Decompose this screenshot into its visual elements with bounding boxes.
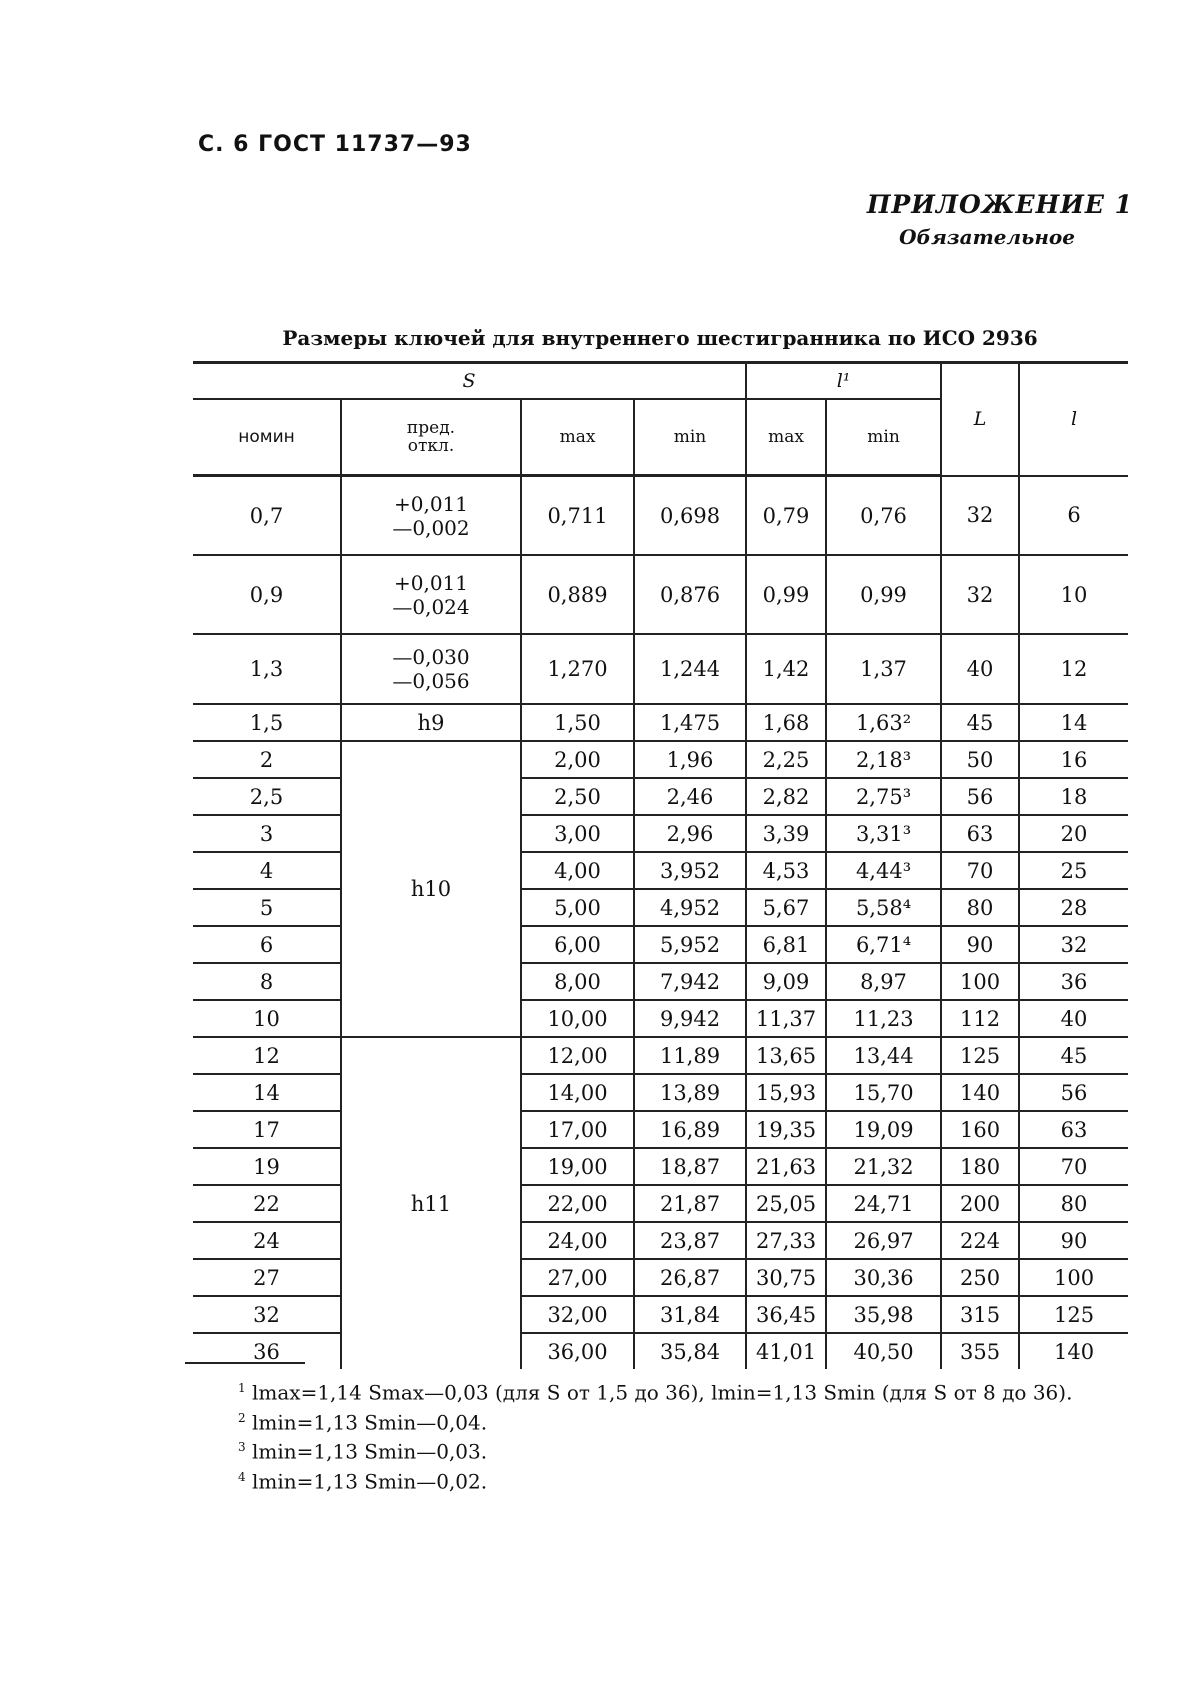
cell-deviation bbox=[341, 555, 521, 634]
cell-nominal: 4 bbox=[193, 852, 341, 889]
cell-L: 50 bbox=[941, 741, 1019, 778]
cell-l-min: 2,18³ bbox=[826, 741, 941, 778]
cell-s-max: 14,00 bbox=[521, 1074, 634, 1111]
cell-nominal: 0,7 bbox=[193, 476, 341, 556]
cell-L: 200 bbox=[941, 1185, 1019, 1222]
footnote-4 bbox=[190, 1465, 1125, 1495]
cell-s-max: 3,00 bbox=[521, 815, 634, 852]
cell-l: 32 bbox=[1019, 926, 1128, 963]
appendix-title: ПРИЛОЖЕНИЕ 1 bbox=[866, 190, 1133, 219]
footnotes bbox=[190, 1376, 1125, 1495]
cell-s-min: 16,89 bbox=[634, 1111, 746, 1148]
cell-L: 315 bbox=[941, 1296, 1019, 1333]
cell-tolerance-class: h11 bbox=[341, 1037, 521, 1369]
cell-s-min: 18,87 bbox=[634, 1148, 746, 1185]
cell-l-min: 35,98 bbox=[826, 1296, 941, 1333]
cell-s-min: 5,952 bbox=[634, 926, 746, 963]
deviation-value: +0,011 bbox=[393, 491, 468, 516]
deviation-value: —0,030 bbox=[392, 645, 470, 669]
table-row bbox=[193, 741, 1128, 778]
cell-l-min: 19,09 bbox=[826, 1111, 941, 1148]
cell-L: 56 bbox=[941, 778, 1019, 815]
cell-l: 6 bbox=[1019, 476, 1128, 556]
cell-l: 12 bbox=[1019, 634, 1128, 704]
deviation-value: —0,024 bbox=[392, 594, 470, 619]
cell-L: 80 bbox=[941, 889, 1019, 926]
table-row bbox=[193, 555, 1128, 634]
cell-s-min: 21,87 bbox=[634, 1185, 746, 1222]
header-s-min: min bbox=[634, 399, 746, 476]
cell-l: 80 bbox=[1019, 1185, 1128, 1222]
table-title: Размеры ключей для внутреннего шестигранника по ИСО 2936 bbox=[282, 326, 1038, 350]
table-row bbox=[193, 1148, 1128, 1185]
footnote-1-text: lmax=1,14 Smax—0,03 (для S от 1,5 до 36), lmin=1,13 Smin (для S от 8 до 36). bbox=[252, 1380, 1073, 1405]
cell-s-min: 2,96 bbox=[634, 815, 746, 852]
footnote-4-mark: 4 bbox=[238, 1469, 246, 1484]
table-row bbox=[193, 704, 1128, 741]
header-deviation bbox=[341, 399, 521, 476]
cell-s-min: 1,244 bbox=[634, 634, 746, 704]
table-row bbox=[193, 634, 1128, 704]
cell-l-min: 2,75³ bbox=[826, 778, 941, 815]
cell-nominal: 27 bbox=[193, 1259, 341, 1296]
cell-nominal: 1,3 bbox=[193, 634, 341, 704]
cell-s-min: 9,942 bbox=[634, 1000, 746, 1037]
cell-s-max: 2,50 bbox=[521, 778, 634, 815]
footnote-1-mark: 1 bbox=[238, 1381, 246, 1395]
header-deviation-line2: откл. bbox=[407, 436, 455, 456]
cell-s-max: 1,270 bbox=[521, 634, 634, 704]
cell-l-max: 11,37 bbox=[746, 1000, 826, 1037]
cell-s-min: 35,84 bbox=[634, 1333, 746, 1369]
cell-l-max: 1,68 bbox=[746, 704, 826, 741]
header-l-min: min bbox=[826, 399, 941, 476]
cell-l: 40 bbox=[1019, 1000, 1128, 1037]
cell-s-min: 4,952 bbox=[634, 889, 746, 926]
footnote-3-mark: 3 bbox=[238, 1440, 246, 1455]
cell-s-max: 22,00 bbox=[521, 1185, 634, 1222]
header-s-max: max bbox=[521, 399, 634, 476]
header-group-s: S bbox=[193, 363, 746, 400]
cell-l-max: 15,93 bbox=[746, 1074, 826, 1111]
cell-L: 125 bbox=[941, 1037, 1019, 1074]
cell-l: 140 bbox=[1019, 1333, 1128, 1369]
cell-l: 10 bbox=[1019, 555, 1128, 634]
cell-s-min: 31,84 bbox=[634, 1296, 746, 1333]
cell-l-min: 13,44 bbox=[826, 1037, 941, 1074]
table-row bbox=[193, 1259, 1128, 1296]
cell-s-max: 6,00 bbox=[521, 926, 634, 963]
cell-l: 56 bbox=[1019, 1074, 1128, 1111]
cell-l-max: 27,33 bbox=[746, 1222, 826, 1259]
cell-l: 14 bbox=[1019, 704, 1128, 741]
cell-l-max: 1,42 bbox=[746, 634, 826, 704]
table-row bbox=[193, 1111, 1128, 1148]
cell-l: 63 bbox=[1019, 1111, 1128, 1148]
cell-L: 90 bbox=[941, 926, 1019, 963]
cell-l-min: 26,97 bbox=[826, 1222, 941, 1259]
cell-l-min: 11,23 bbox=[826, 1000, 941, 1037]
table-row bbox=[193, 815, 1128, 852]
cell-nominal: 0,9 bbox=[193, 555, 341, 634]
cell-l-max: 0,99 bbox=[746, 555, 826, 634]
cell-l: 90 bbox=[1019, 1222, 1128, 1259]
table-row bbox=[193, 963, 1128, 1000]
footnote-2-mark: 2 bbox=[238, 1410, 246, 1425]
cell-l-max: 2,25 bbox=[746, 741, 826, 778]
table-row bbox=[193, 1074, 1128, 1111]
page-header: С. 6 ГОСТ 11737—93 bbox=[198, 132, 472, 157]
cell-L: 250 bbox=[941, 1259, 1019, 1296]
key-dimensions-table bbox=[193, 361, 1128, 1369]
cell-s-min: 1,96 bbox=[634, 741, 746, 778]
footnote-2-text: lmin=1,13 Smin—0,04. bbox=[252, 1410, 488, 1435]
cell-L: 70 bbox=[941, 852, 1019, 889]
cell-s-min: 11,89 bbox=[634, 1037, 746, 1074]
cell-l-min: 8,97 bbox=[826, 963, 941, 1000]
cell-l: 18 bbox=[1019, 778, 1128, 815]
cell-l: 36 bbox=[1019, 963, 1128, 1000]
cell-l-max: 13,65 bbox=[746, 1037, 826, 1074]
header-group-l: l¹ bbox=[746, 363, 941, 400]
cell-l-max: 3,39 bbox=[746, 815, 826, 852]
footnote-1 bbox=[190, 1376, 1125, 1406]
cell-nominal: 3 bbox=[193, 815, 341, 852]
cell-L: 160 bbox=[941, 1111, 1019, 1148]
footnote-separator bbox=[185, 1362, 305, 1364]
footnote-4-text: lmin=1,13 Smin—0,02. bbox=[252, 1469, 488, 1494]
cell-L: 40 bbox=[941, 634, 1019, 704]
cell-s-min: 23,87 bbox=[634, 1222, 746, 1259]
cell-s-max: 8,00 bbox=[521, 963, 634, 1000]
cell-deviation bbox=[341, 634, 521, 704]
cell-s-max: 2,00 bbox=[521, 741, 634, 778]
cell-l-min: 30,36 bbox=[826, 1259, 941, 1296]
cell-s-max: 10,00 bbox=[521, 1000, 634, 1037]
cell-s-max: 32,00 bbox=[521, 1296, 634, 1333]
cell-l-min: 1,63² bbox=[826, 704, 941, 741]
cell-nominal: 10 bbox=[193, 1000, 341, 1037]
table-row bbox=[193, 1185, 1128, 1222]
cell-s-max: 19,00 bbox=[521, 1148, 634, 1185]
table-row bbox=[193, 1037, 1128, 1074]
table-row bbox=[193, 926, 1128, 963]
cell-nominal: 19 bbox=[193, 1148, 341, 1185]
cell-nominal: 36 bbox=[253, 1339, 280, 1364]
table-row bbox=[193, 1333, 1128, 1369]
table-row bbox=[193, 778, 1128, 815]
cell-l-min: 24,71 bbox=[826, 1185, 941, 1222]
cell-tolerance-class: h10 bbox=[341, 741, 521, 1037]
cell-s-min: 26,87 bbox=[634, 1259, 746, 1296]
header-l-max: max bbox=[746, 399, 826, 476]
cell-L: 32 bbox=[941, 476, 1019, 556]
footnote-2 bbox=[190, 1406, 1125, 1436]
footnote-3 bbox=[190, 1435, 1125, 1465]
cell-l-max: 19,35 bbox=[746, 1111, 826, 1148]
cell-s-min: 0,698 bbox=[634, 476, 746, 556]
cell-l: 100 bbox=[1019, 1259, 1128, 1296]
cell-l: 45 bbox=[1019, 1037, 1128, 1074]
cell-l-min: 21,32 bbox=[826, 1148, 941, 1185]
cell-l-max: 9,09 bbox=[746, 963, 826, 1000]
cell-nominal: 14 bbox=[193, 1074, 341, 1111]
cell-l-min: 0,76 bbox=[826, 476, 941, 556]
table-row bbox=[193, 476, 1128, 556]
cell-nominal: 2 bbox=[193, 741, 341, 778]
cell-L: 100 bbox=[941, 963, 1019, 1000]
cell-l-max: 0,79 bbox=[746, 476, 826, 556]
cell-l: 20 bbox=[1019, 815, 1128, 852]
cell-l-min: 15,70 bbox=[826, 1074, 941, 1111]
cell-nominal: 24 bbox=[193, 1222, 341, 1259]
cell-s-max: 1,50 bbox=[521, 704, 634, 741]
cell-s-max: 36,00 bbox=[521, 1333, 634, 1369]
cell-L: 180 bbox=[941, 1148, 1019, 1185]
cell-L: 112 bbox=[941, 1000, 1019, 1037]
cell-L: 355 bbox=[941, 1333, 1019, 1369]
cell-l-max: 25,05 bbox=[746, 1185, 826, 1222]
cell-s-min: 13,89 bbox=[634, 1074, 746, 1111]
cell-nominal: 2,5 bbox=[193, 778, 341, 815]
cell-l: 25 bbox=[1019, 852, 1128, 889]
appendix-heading bbox=[867, 190, 1133, 249]
cell-l-max: 2,82 bbox=[746, 778, 826, 815]
cell-s-max: 12,00 bbox=[521, 1037, 634, 1074]
appendix-status: Обязательное bbox=[899, 225, 1075, 249]
header-deviation-line1: пред. bbox=[406, 418, 456, 438]
cell-l-min: 3,31³ bbox=[826, 815, 941, 852]
cell-l-max: 6,81 bbox=[746, 926, 826, 963]
header-l: l bbox=[1019, 363, 1128, 476]
deviation-value: +0,011 bbox=[393, 570, 468, 595]
cell-l: 125 bbox=[1019, 1296, 1128, 1333]
deviation-value: —0,002 bbox=[392, 515, 470, 540]
cell-L: 45 bbox=[941, 704, 1019, 741]
table-row bbox=[193, 1000, 1128, 1037]
cell-s-max: 27,00 bbox=[521, 1259, 634, 1296]
cell-s-max: 24,00 bbox=[521, 1222, 634, 1259]
cell-s-max: 5,00 bbox=[521, 889, 634, 926]
cell-L: 63 bbox=[941, 815, 1019, 852]
cell-s-min: 7,942 bbox=[634, 963, 746, 1000]
cell-l-min: 6,71⁴ bbox=[826, 926, 941, 963]
cell-l-min: 4,44³ bbox=[826, 852, 941, 889]
cell-nominal: 5 bbox=[193, 889, 341, 926]
cell-l-min: 0,99 bbox=[826, 555, 941, 634]
cell-l-max: 41,01 bbox=[746, 1333, 826, 1369]
cell-s-max: 0,889 bbox=[521, 555, 634, 634]
header-nominal: номин bbox=[193, 399, 341, 476]
cell-L: 140 bbox=[941, 1074, 1019, 1111]
cell-l: 70 bbox=[1019, 1148, 1128, 1185]
table-row bbox=[193, 889, 1128, 926]
cell-L: 224 bbox=[941, 1222, 1019, 1259]
table-body bbox=[193, 476, 1128, 1370]
cell-l-max: 5,67 bbox=[746, 889, 826, 926]
cell-tolerance-class: h9 bbox=[341, 704, 521, 741]
cell-nominal: 32 bbox=[193, 1296, 341, 1333]
cell-s-min: 0,876 bbox=[634, 555, 746, 634]
cell-s-max: 4,00 bbox=[521, 852, 634, 889]
table-row bbox=[193, 1296, 1128, 1333]
header-L: L bbox=[941, 363, 1019, 476]
cell-nominal: 1,5 bbox=[193, 704, 341, 741]
cell-s-max: 0,711 bbox=[521, 476, 634, 556]
cell-nominal: 12 bbox=[193, 1037, 341, 1074]
cell-nominal: 8 bbox=[193, 963, 341, 1000]
cell-s-min: 3,952 bbox=[634, 852, 746, 889]
cell-l-min: 40,50 bbox=[826, 1333, 941, 1369]
cell-l: 16 bbox=[1019, 741, 1128, 778]
cell-l-max: 21,63 bbox=[746, 1148, 826, 1185]
cell-l: 28 bbox=[1019, 889, 1128, 926]
cell-nominal: 22 bbox=[193, 1185, 341, 1222]
cell-l-max: 30,75 bbox=[746, 1259, 826, 1296]
cell-nominal: 6 bbox=[193, 926, 341, 963]
cell-l-max: 4,53 bbox=[746, 852, 826, 889]
deviation-value: —0,056 bbox=[392, 669, 470, 693]
cell-nominal: 17 bbox=[193, 1111, 341, 1148]
cell-l-max: 36,45 bbox=[746, 1296, 826, 1333]
footnote-3-text: lmin=1,13 Smin—0,03. bbox=[252, 1439, 488, 1464]
cell-deviation bbox=[341, 476, 521, 556]
cell-L: 32 bbox=[941, 555, 1019, 634]
cell-s-max: 17,00 bbox=[521, 1111, 634, 1148]
table-row bbox=[193, 1222, 1128, 1259]
cell-s-min: 1,475 bbox=[634, 704, 746, 741]
table-row bbox=[193, 852, 1128, 889]
cell-l-min: 5,58⁴ bbox=[826, 889, 941, 926]
cell-l-min: 1,37 bbox=[826, 634, 941, 704]
cell-s-min: 2,46 bbox=[634, 778, 746, 815]
